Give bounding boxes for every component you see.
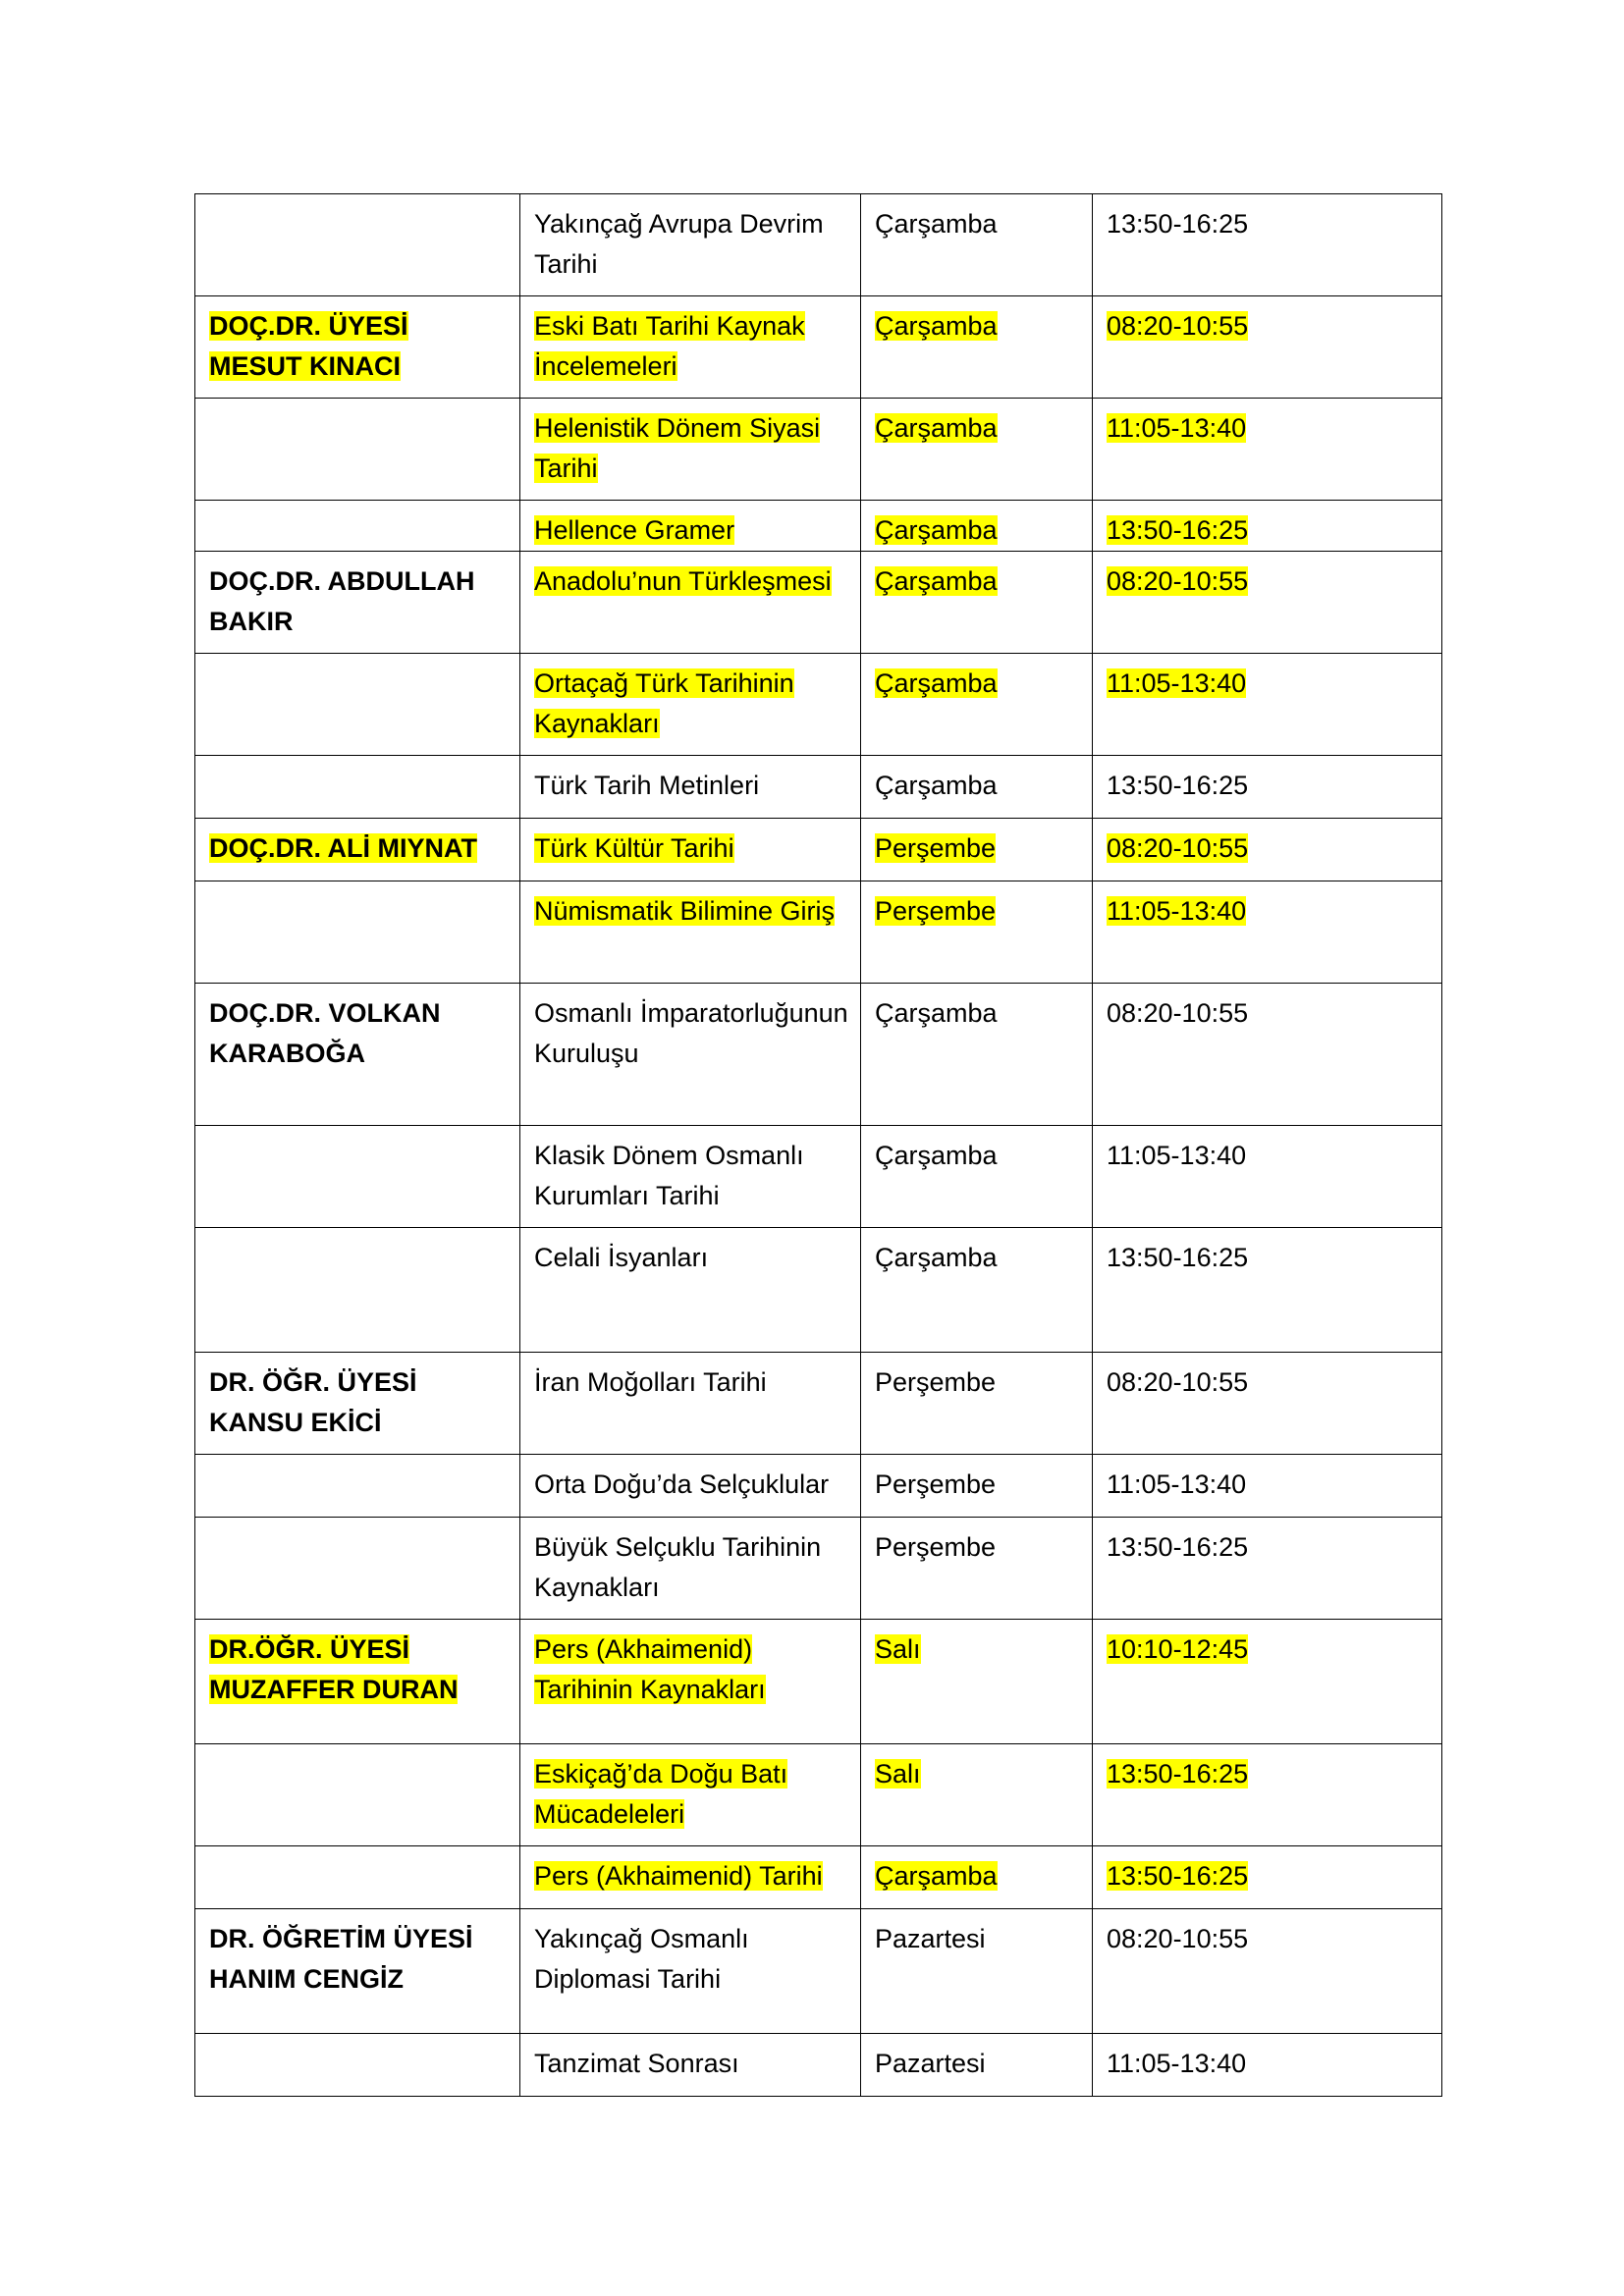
time-cell [1093,756,1442,819]
course-cell [520,296,861,399]
table-row [195,1455,1442,1518]
course-text: Pers (Akhaimenid) Tarihi [534,1861,823,1891]
course-text: Ortaçağ Türk Tarihinin Kaynakları [534,668,794,738]
table-row [195,1620,1442,1744]
day-cell [861,1518,1093,1620]
day-cell [861,1846,1093,1909]
time-cell [1093,552,1442,654]
table-row [195,194,1442,296]
table-row [195,819,1442,881]
day-text: Çarşamba [875,515,998,545]
time-text: 08:20-10:55 [1107,998,1249,1028]
day-text: Salı [875,1634,921,1664]
course-text: Hellence Gramer [534,515,735,545]
table-row [195,984,1442,1126]
day-cell [861,654,1093,756]
course-cell [520,399,861,501]
instructor-cell [195,1518,520,1620]
course-text: Pers (Akhaimenid) Tarihinin Kaynakları [534,1634,766,1704]
day-cell [861,194,1093,296]
instructor-text: DR. ÖĞRETİM ÜYESİ HANIM CENGİZ [209,1924,473,1994]
day-cell [861,552,1093,654]
time-text: 08:20-10:55 [1107,566,1249,596]
instructor-cell [195,1455,520,1518]
schedule-body [195,194,1442,2097]
time-text: 11:05-13:40 [1107,668,1247,698]
course-text: Klasik Dönem Osmanlı Kurumları Tarihi [534,1141,804,1210]
time-text: 11:05-13:40 [1107,1141,1247,1170]
course-text: Anadolu’nun Türkleşmesi [534,566,832,596]
instructor-cell [195,654,520,756]
day-cell [861,984,1093,1126]
day-text: Pazartesi [875,2049,986,2078]
time-text: 13:50-16:25 [1107,1861,1249,1891]
table-row [195,881,1442,984]
course-cell [520,1909,861,2034]
instructor-cell [195,399,520,501]
course-text: Helenistik Dönem Siyasi Tarihi [534,413,821,483]
time-cell [1093,1228,1442,1353]
day-text: Çarşamba [875,311,998,341]
day-text: Çarşamba [875,1141,998,1170]
day-text: Çarşamba [875,998,998,1028]
day-text: Çarşamba [875,771,998,800]
course-cell [520,2034,861,2097]
day-text: Perşembe [875,833,997,863]
instructor-cell [195,1846,520,1909]
course-text: Eskiçağ’da Doğu Batı Mücadeleleri [534,1759,788,1829]
course-text: Büyük Selçuklu Tarihinin Kaynakları [534,1532,822,1602]
day-cell [861,819,1093,881]
instructor-text: DR.ÖĞR. ÜYESİ MUZAFFER DURAN [209,1634,459,1704]
time-cell [1093,399,1442,501]
table-row [195,756,1442,819]
table-row [195,399,1442,501]
day-cell [861,881,1093,984]
table-row [195,1744,1442,1846]
day-cell [861,1228,1093,1353]
time-text: 08:20-10:55 [1107,311,1249,341]
time-cell [1093,1909,1442,2034]
course-cell [520,1846,861,1909]
instructor-cell [195,984,520,1126]
time-text: 11:05-13:40 [1107,896,1247,926]
course-text: Türk Tarih Metinleri [534,771,760,800]
day-cell [861,399,1093,501]
course-cell [520,1518,861,1620]
time-cell [1093,881,1442,984]
day-cell [861,756,1093,819]
instructor-cell [195,296,520,399]
instructor-cell [195,1228,520,1353]
table-row [195,654,1442,756]
time-text: 13:50-16:25 [1107,771,1249,800]
day-text: Çarşamba [875,566,998,596]
time-text: 08:20-10:55 [1107,1367,1249,1397]
time-text: 13:50-16:25 [1107,209,1249,239]
course-cell [520,819,861,881]
course-cell [520,552,861,654]
day-text: Perşembe [875,896,997,926]
course-cell [520,501,861,552]
time-cell [1093,654,1442,756]
day-text: Çarşamba [875,413,998,443]
table-row [195,552,1442,654]
table-row [195,501,1442,552]
time-cell [1093,1744,1442,1846]
time-cell [1093,1620,1442,1744]
course-text: Eski Batı Tarihi Kaynak İncelemeleri [534,311,805,381]
time-cell [1093,819,1442,881]
instructor-cell [195,1620,520,1744]
course-cell [520,1228,861,1353]
day-cell [861,296,1093,399]
instructor-cell [195,1909,520,2034]
time-cell [1093,296,1442,399]
schedule-table [194,193,1442,2097]
time-text: 13:50-16:25 [1107,1759,1249,1789]
instructor-cell [195,1126,520,1228]
time-text: 11:05-13:40 [1107,2049,1247,2078]
table-row [195,1846,1442,1909]
time-text: 08:20-10:55 [1107,1924,1249,1953]
time-cell [1093,1455,1442,1518]
table-row [195,1126,1442,1228]
course-text: Celali İsyanları [534,1243,709,1272]
instructor-cell [195,1744,520,1846]
table-row [195,296,1442,399]
instructor-cell [195,881,520,984]
instructor-text: DOÇ.DR. ABDULLAH BAKIR [209,566,475,636]
course-cell [520,881,861,984]
time-cell [1093,1846,1442,1909]
time-cell [1093,1126,1442,1228]
day-text: Salı [875,1759,921,1789]
table-row [195,1518,1442,1620]
instructor-cell [195,552,520,654]
day-text: Perşembe [875,1469,997,1499]
day-text: Çarşamba [875,1243,998,1272]
instructor-text: DR. ÖĞR. ÜYESİ KANSU EKİCİ [209,1367,417,1437]
time-text: 11:05-13:40 [1107,413,1247,443]
course-cell [520,1353,861,1455]
time-cell [1093,1353,1442,1455]
course-text: Yakınçağ Avrupa Devrim Tarihi [534,209,824,279]
day-cell [861,501,1093,552]
day-cell [861,1744,1093,1846]
course-cell [520,654,861,756]
course-text: Orta Doğu’da Selçuklular [534,1469,830,1499]
course-text: Tanzimat Sonrası [534,2049,739,2078]
instructor-text: DOÇ.DR. ALİ MIYNAT [209,833,477,863]
day-cell [861,1353,1093,1455]
instructor-cell [195,756,520,819]
instructor-cell [195,194,520,296]
instructor-cell [195,501,520,552]
table-row [195,1353,1442,1455]
course-text: Yakınçağ Osmanlı Diplomasi Tarihi [534,1924,749,1994]
course-text: Osmanlı İmparatorluğunun Kuruluşu [534,998,848,1068]
time-text: 13:50-16:25 [1107,1532,1249,1562]
time-text: 08:20-10:55 [1107,833,1249,863]
day-text: Perşembe [875,1367,997,1397]
course-text: Nümismatik Bilimine Giriş [534,896,836,926]
time-text: 13:50-16:25 [1107,1243,1249,1272]
day-text: Çarşamba [875,209,998,239]
time-cell [1093,984,1442,1126]
instructor-cell [195,819,520,881]
course-cell [520,756,861,819]
time-cell [1093,2034,1442,2097]
day-cell [861,1455,1093,1518]
course-text: İran Moğolları Tarihi [534,1367,767,1397]
course-cell [520,1126,861,1228]
table-row [195,2034,1442,2097]
day-text: Çarşamba [875,1861,998,1891]
instructor-text: DOÇ.DR. VOLKAN KARABOĞA [209,998,441,1068]
table-row [195,1909,1442,2034]
time-cell [1093,1518,1442,1620]
course-cell [520,194,861,296]
day-text: Perşembe [875,1532,997,1562]
instructor-text: DOÇ.DR. ÜYESİ MESUT KINACI [209,311,408,381]
day-text: Çarşamba [875,668,998,698]
day-text: Pazartesi [875,1924,986,1953]
course-cell [520,1620,861,1744]
course-cell [520,1744,861,1846]
time-cell [1093,501,1442,552]
instructor-cell [195,1353,520,1455]
course-cell [520,984,861,1126]
table-row [195,1228,1442,1353]
instructor-cell [195,2034,520,2097]
course-text: Türk Kültür Tarihi [534,833,734,863]
time-text: 13:50-16:25 [1107,515,1249,545]
time-text: 11:05-13:40 [1107,1469,1247,1499]
time-text: 10:10-12:45 [1107,1634,1249,1664]
day-cell [861,1909,1093,2034]
time-cell [1093,194,1442,296]
day-cell [861,2034,1093,2097]
day-cell [861,1620,1093,1744]
course-cell [520,1455,861,1518]
day-cell [861,1126,1093,1228]
